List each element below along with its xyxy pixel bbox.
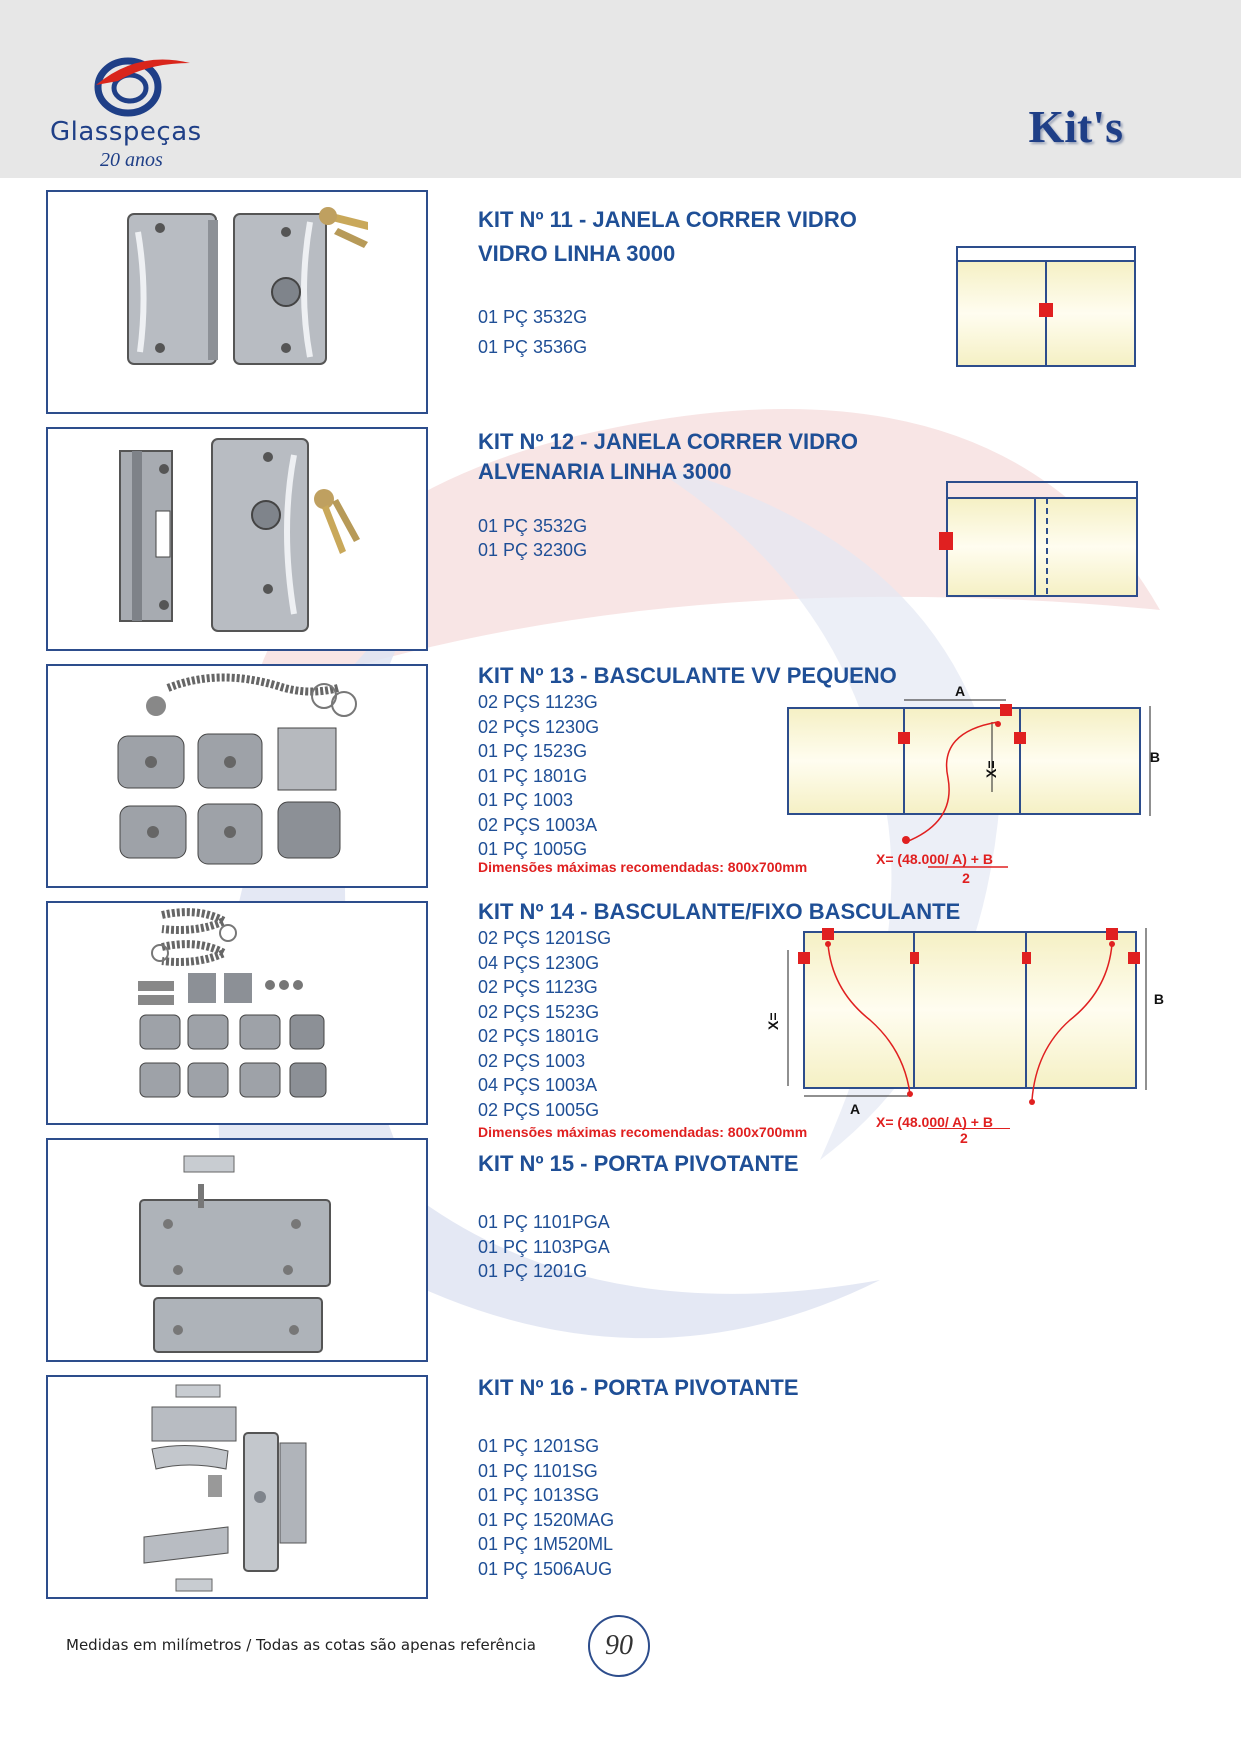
list-item: 02 PÇS 1230G — [478, 716, 600, 737]
kit-13-photo — [46, 664, 428, 888]
kit-13-dim-x-label: X= — [983, 760, 999, 778]
list-item: 01 PÇ 1005G — [478, 839, 588, 859]
kit-12-diagram — [935, 480, 1139, 600]
kit-14-parts-list — [478, 926, 611, 1122]
kit-15-parts-list — [478, 1210, 610, 1284]
kit-15-photo — [46, 1138, 428, 1362]
logo-swirl-icon — [78, 55, 198, 117]
brand-anniversary: 20 anos — [100, 149, 163, 171]
page-title: Kit's — [1028, 101, 1123, 152]
list-item: 04 PÇS 1230G — [478, 952, 600, 973]
kit-14-diagram — [765, 920, 1170, 1130]
kit-12-parts-list — [478, 514, 587, 562]
kit-14-dim-a-label: A — [850, 1101, 861, 1117]
list-item: 01 PÇ 3230G — [478, 540, 588, 560]
kit-16-parts-list — [478, 1434, 614, 1581]
list-item: 02 PÇS 1005G — [478, 1099, 600, 1120]
list-item: 01 PÇ 1013SG — [478, 1485, 600, 1505]
kit-13-dim-a-label: A — [955, 683, 966, 699]
list-item: 01 PÇ 1103PGA — [478, 1236, 610, 1257]
list-item: 01 PÇ 3532G — [478, 307, 588, 327]
kit-13-diagram — [780, 682, 1160, 888]
list-item: 01 PÇ 1101PGA — [478, 1212, 610, 1232]
list-item: 01 PÇ 1101SG — [478, 1460, 598, 1481]
kit-13-max-dimensions-note: Dimensões máximas recomendadas: 800x700mm — [478, 859, 808, 875]
kit-16-photo — [46, 1375, 428, 1599]
kit-14-formula-denominator: 2 — [960, 1130, 968, 1146]
kit-11-title-line1: KIT Nº 11 - JANELA CORRER VIDRO — [478, 207, 857, 232]
kit-11-diagram — [955, 245, 1137, 370]
kit-13-formula: X= (48.000/ A) + B — [876, 851, 993, 867]
kit-13-title: KIT Nº 13 - BASCULANTE VV PEQUENO — [478, 663, 897, 688]
kit-12-title-line1: KIT Nº 12 - JANELA CORRER VIDRO — [478, 429, 859, 454]
list-item: 01 PÇ 1520MAG — [478, 1509, 615, 1530]
list-item: 01 PÇ 3532G — [478, 516, 588, 536]
kit-14-max-dimensions-note: Dimensões máximas recomendadas: 800x700mm — [478, 1124, 808, 1140]
list-item: 01 PÇ 1M520ML — [478, 1534, 614, 1554]
list-item: 02 PÇS 1123G — [478, 977, 598, 997]
list-item: 01 PÇ 1801G — [478, 765, 588, 786]
kit-14-formula: X= (48.000/ A) + B — [876, 1114, 993, 1130]
kit-14-dim-b-label: B — [1153, 991, 1164, 1007]
brand-logo — [50, 55, 230, 175]
brand-name: Glasspeças — [50, 117, 202, 147]
kit-14-formula-bar — [928, 1128, 1010, 1129]
list-item: 01 PÇ 1201SG — [478, 1436, 600, 1456]
kit-11-photo — [46, 190, 428, 414]
list-item: 02 PÇS 1801G — [478, 1026, 600, 1046]
page-number: 90 — [588, 1615, 650, 1677]
list-item: 04 PÇS 1003A — [478, 1075, 598, 1095]
kit-16-title: KIT Nº 16 - PORTA PIVOTANTE — [478, 1375, 799, 1400]
kit-14-dim-x-label: X= — [765, 1012, 781, 1030]
list-item: 01 PÇ 1201G — [478, 1261, 588, 1281]
list-item: 01 PÇ 1003 — [478, 790, 574, 810]
list-item: 01 PÇ 3536G — [478, 337, 588, 357]
kit-12-title-line2: ALVENARIA LINHA 3000 — [478, 459, 732, 484]
list-item: 02 PÇS 1523G — [478, 1001, 600, 1022]
list-item: 02 PÇS 1003A — [478, 814, 598, 835]
kit-11-title-line2: VIDRO LINHA 3000 — [478, 241, 676, 266]
kit-13-dim-b-label: B — [1149, 749, 1160, 765]
footer-note: Medidas em milímetros / Todas as cotas são apenas referência — [66, 1636, 536, 1654]
kit-14-photo — [46, 901, 428, 1125]
kit-14-title: KIT Nº 14 - BASCULANTE/FIXO BASCULANTE — [478, 899, 961, 924]
kit-11-parts-list — [478, 302, 587, 362]
kit-12-photo — [46, 427, 428, 651]
list-item: 01 PÇ 1523G — [478, 741, 588, 761]
list-item: 02 PÇS 1123G — [478, 692, 598, 712]
kit-13-formula-denominator: 2 — [962, 870, 970, 886]
list-item: 02 PÇS 1003 — [478, 1050, 586, 1071]
list-item: 02 PÇS 1201SG — [478, 928, 612, 948]
kit-13-parts-list — [478, 690, 599, 862]
kit-15-title: KIT Nº 15 - PORTA PIVOTANTE — [478, 1151, 799, 1176]
list-item: 01 PÇ 1506AUG — [478, 1558, 613, 1579]
